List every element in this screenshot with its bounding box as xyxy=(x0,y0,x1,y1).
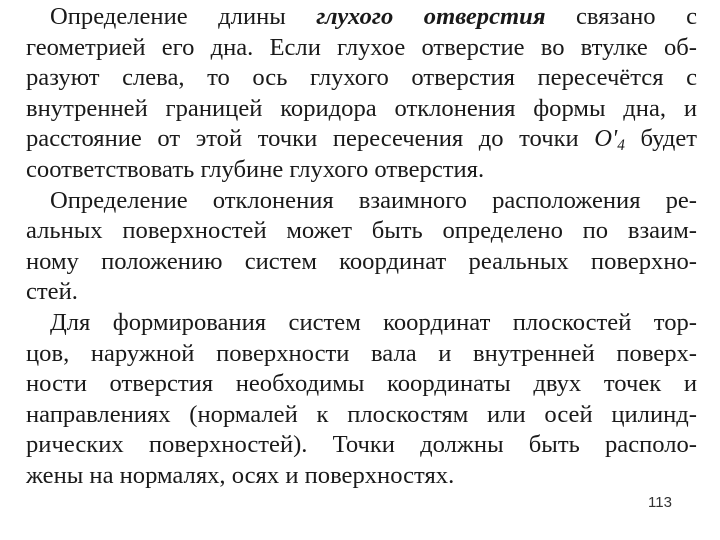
text-line: ности отверстия необходимы координаты двух точек и xyxy=(26,370,697,398)
text-line: Определение отклонения взаимного расположения ре- xyxy=(50,186,697,214)
paragraph-2 xyxy=(26,186,697,308)
text-line: направлениях (нормалей к плоскостям или осей цилинд- xyxy=(26,400,697,428)
text-line: рических поверхностей). Точки должны быть располо- xyxy=(26,431,697,459)
text-line: цов, наружной поверхности вала и внутренней поверх- xyxy=(26,339,697,367)
text-line: жены на нормалях, осях и поверхностях. xyxy=(26,461,455,489)
math-symbol: $O'_4$ xyxy=(594,125,625,155)
text-line: расстояние от этой точки пересечения до точки $O'_4$ будет xyxy=(26,125,697,155)
text-line: внутренней границей коридора отклонения формы дна, и xyxy=(26,94,697,122)
text-line: Определение длины глухого отверстия связано с xyxy=(50,3,697,30)
emphasis-term: глухого отверстия xyxy=(316,3,546,30)
text-line: соответствовать глубине глухого отверстия. xyxy=(26,155,485,183)
text-line: разуют слева, то ось глухого отверстия пересечётся с xyxy=(26,64,697,92)
text-line: Для формирования систем координат плоскостей тор- xyxy=(50,308,697,336)
text-line: геометрией его дна. Если глухое отверстие во втулке об- xyxy=(26,33,697,61)
document-body xyxy=(26,2,697,492)
text-line: альных поверхностей может быть определено по взаим- xyxy=(26,217,697,245)
text-line: ному положению систем координат реальных поверхно- xyxy=(26,247,697,275)
paragraph-3 xyxy=(26,308,697,492)
page-number: 113 xyxy=(648,494,672,511)
paragraph-1 xyxy=(26,2,697,186)
text-line: стей. xyxy=(26,278,78,306)
